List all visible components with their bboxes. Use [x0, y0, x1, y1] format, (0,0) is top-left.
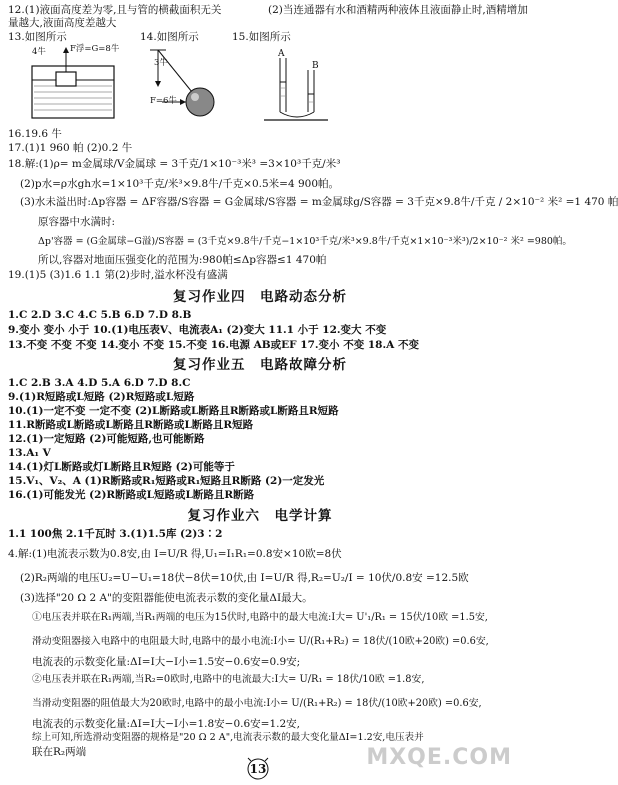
sec6-line3: (2)R₂两端的电压U₂=U−U₁=18伏−8伏=10伏,由 I=U/R 得,R₂=U₂/I = 10伏/0.8安 =12.5欧 [20, 572, 469, 584]
q12-line1b: (2)当连通器有水和酒精两种液体且液面静止时,酒精增加 [268, 4, 528, 16]
sec4-line2: 9.变小 变小 小于 10.(1)电压表V、电流表A₁ (2)变大 11.1 小于 12.变大 不变 [8, 324, 387, 336]
q18-line3: (3)水未溢出时:Δp容器 = ΔF容器/S容器 = G金属球/S容器 = m金属球g/S容器 = 3千克×9.8牛/千克 / 2×10⁻² 米² =1 470 帕 [20, 196, 618, 208]
fig14-box-label: 3牛 [154, 58, 168, 68]
sec5-line5: 12.(1)一定短路 (2)可能短路,也可能断路 [8, 433, 205, 445]
fig14-force-label: F=6牛 [150, 96, 177, 106]
q18-line5: Δp'容器 = (G金属球−G溢)/S容器 = (3千克×9.8牛/千克−1×10³千克/米³×9.8牛/千克×1×10⁻³米³)/2×10⁻² 米² =980帕。 [38, 236, 572, 247]
sec5-line4: 11.R断路或L断路或L断路且R断路或L断路且R短路 [8, 419, 254, 431]
fig13-force-label: F浮=G=8牛 [70, 44, 120, 54]
sec6-line10: 电流表的示数变化量:ΔI=I大−I小=1.8安−0.6安=1.2安, [32, 718, 300, 730]
watermark: MXQE.COM [366, 745, 512, 770]
sec5-line8: 15.V₁、V₂、A (1)R断路或R₁短路或R₁短路且R断路 (2)一定发光 [8, 475, 325, 487]
sec6-line1: 1.1 100焦 2.1千瓦时 3.(1)1.5库 (2)3∶2 [8, 528, 223, 540]
sec6-line9: 当滑动变阻器的阻值最大为20欧时,电路中的最小电流:I小= U/(R₁+R₂) = 18伏/(10欧+20欧) =0.6安, [32, 698, 482, 709]
sec6-line6: 滑动变阻器接入电路中的电阻最大时,电路中的最小电流:I小= U/(R₁+R₂) = 18伏/(10欧+20欧) =0.6安, [32, 636, 489, 647]
q18-line6: 所以,容器对地面压强变化的范围为:980帕≤Δp容器≤1 470帕 [38, 254, 327, 266]
fig15-label-b: B [312, 61, 319, 71]
sec5-line2: 9.(1)R短路或L短路 (2)R短路或L短路 [8, 391, 195, 403]
q16: 16.19.6 牛 [8, 128, 62, 140]
q12-line2: 量越大,液面高度差越大 [8, 17, 117, 29]
sec5-line6: 13.A₁ V [8, 447, 51, 459]
sec5-line1: 1.C 2.B 3.A 4.D 5.A 6.D 7.D 8.C [8, 377, 191, 389]
sec5-line7: 14.(1)灯L断路或灯L断路且R短路 (2)可能等于 [8, 461, 235, 473]
fig13-box-label: 4牛 [32, 47, 46, 57]
sec4-line1: 1.C 2.D 3.C 4.C 5.B 6.D 7.D 8.B [8, 309, 192, 321]
q18-line4: 原容器中水满时: [38, 216, 116, 228]
sec4-line3: 13.不变 不变 不变 14.变小 不变 15.不变 16.电源 AB或EF 17.变小 不变 18.A 不变 [8, 339, 419, 351]
fig14-diagram [140, 46, 220, 126]
fig14-title: 14.如图所示 [140, 31, 199, 43]
fig15-diagram [262, 52, 332, 124]
fig15-label-a: A [278, 49, 285, 59]
q18-line2: (2)p水=ρ水gh水=1×10³千克/米³×9.8牛/千克×0.5米=4 900帕。 [20, 178, 340, 190]
sec5-line3: 10.(1)一定不变 一定不变 (2)L断路或L断路且R断路或L断路且R短路 [8, 405, 339, 417]
sec6-line11: 综上可知,所选滑动变阻器的规格是"20 Ω 2 A",电流表示数的最大变化量ΔI=1.2安,电压表并 [32, 732, 424, 743]
section5-title: 复习作业五 电路故障分析 [173, 357, 347, 373]
fig13-title: 13.如图所示 [8, 31, 67, 43]
q18-line1: 18.解:(1)ρ= m金属球/V金属球 = 3千克/1×10⁻³米³ =3×10³千克/米³ [8, 158, 341, 170]
page-number: 13 [249, 762, 267, 776]
sec6-line5: ①电压表并联在R₁两端,当R₁两端的电压为15伏时,电路中的最大电流:I大= U'₁/R₁ = 15伏/10欧 =1.5安, [32, 612, 488, 623]
q19: 19.(1)5 (3)1.6 1.1 第(2)步时,溢水杯没有盛满 [8, 269, 228, 281]
sec5-line9: 16.(1)可能发光 (2)R断路或L短路或L断路且R断路 [8, 489, 255, 501]
sec6-line7: 电流表的示数变化量:ΔI=I大−I小=1.5安−0.6安=0.9安; [32, 656, 301, 668]
section6-title: 复习作业六 电学计算 [187, 508, 333, 524]
sec6-line2: 4.解:(1)电流表示数为0.8安,由 I=U/R 得,U₁=I₁R₁=0.8安×10欧=8伏 [8, 548, 342, 560]
section4-title: 复习作业四 电路动态分析 [173, 289, 347, 305]
q17: 17.(1)1 960 帕 (2)0.2 牛 [8, 142, 133, 154]
sec6-line12: 联在R₂两端 [32, 746, 87, 758]
sec6-line4: (3)选择"20 Ω 2 A"的变阻器能使电流表示数的变化量ΔI最大。 [20, 592, 313, 604]
q12-line1a: 12.(1)液面高度差为零,且与管的横截面积无关 [8, 4, 222, 16]
sec6-line8: ②电压表并联在R₁两端,当R₂=0欧时,电路中的电流最大:I大= U/R₁ = 18伏/10欧 =1.8安, [32, 674, 425, 685]
fig15-title: 15.如图所示 [232, 31, 291, 43]
